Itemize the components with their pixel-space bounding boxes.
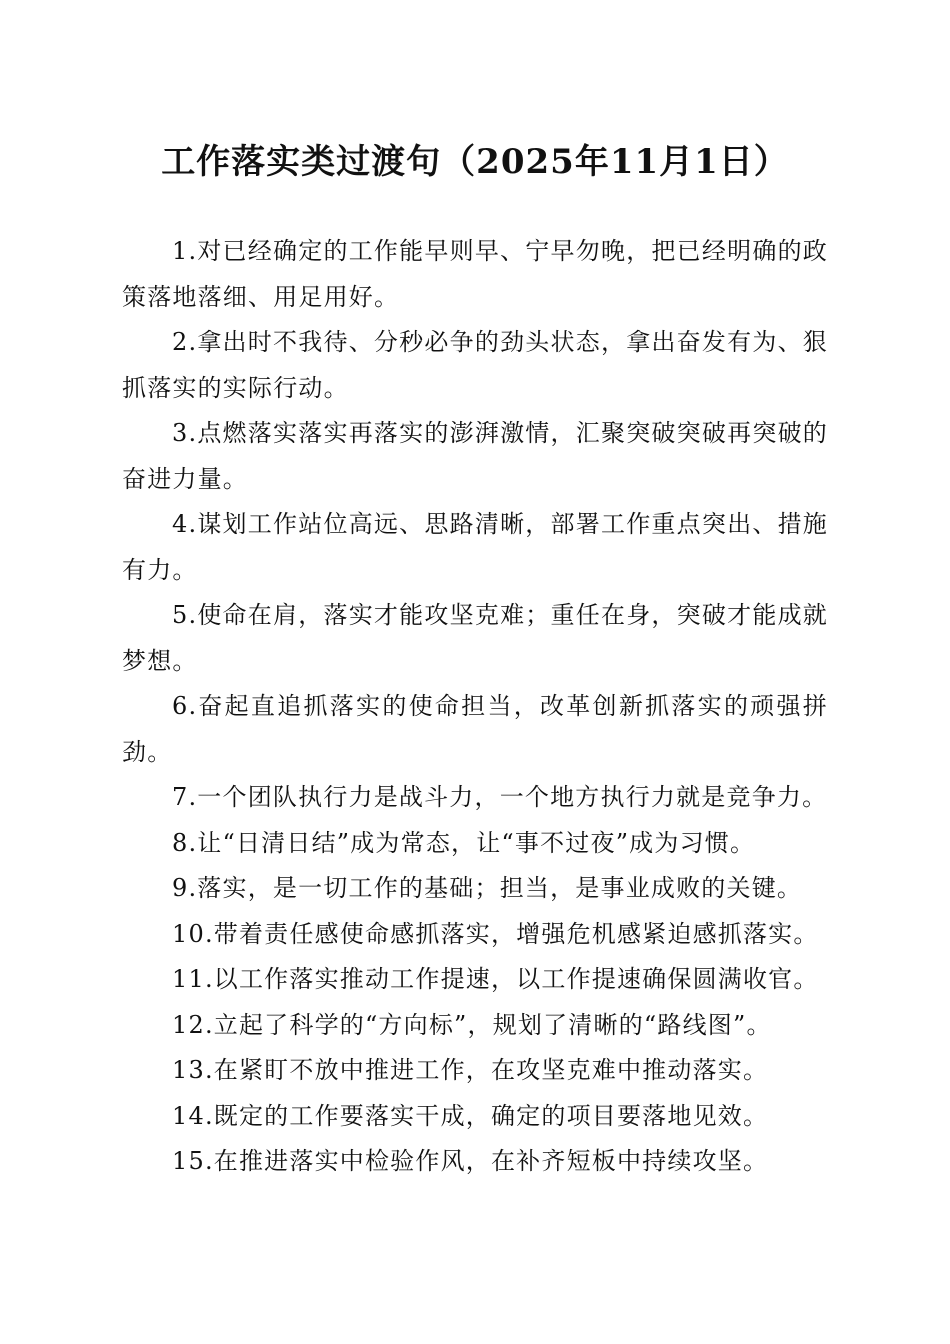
paragraph-13: 13.在紧盯不放中推进工作，在攻坚克难中推动落实。 [172, 1056, 769, 1084]
paragraph-3: 3.点燃落实落实再落实的澎湃激情，汇聚突破突破再突破的奋进力量。 [122, 419, 828, 493]
paragraph-7: 7.一个团队执行力是战斗力，一个地方执行力就是竞争力。 [172, 783, 828, 811]
paragraph-6: 6.奋起直追抓落实的使命担当，改革创新抓落实的顽强拼劲。 [122, 692, 828, 766]
paragraph-12: 12.立起了科学的“方向标”，规划了清晰的“路线图”。 [172, 1010, 772, 1039]
document-title: 工作落实类过渡句（2025年11月1日） [161, 142, 789, 182]
paragraph-2: 2.拿出时不我待、分秒必争的劲头状态，拿出奋发有为、狠抓落实的实际行动。 [122, 328, 828, 402]
paragraph-15: 15.在推进落实中检验作风，在补齐短板中持续攻坚。 [172, 1147, 769, 1175]
paragraph-5: 5.使命在肩，落实才能攻坚克难；重任在身，突破才能成就梦想。 [122, 601, 828, 675]
paragraph-8: 8.让“日清日结”成为常态，让“事不过夜”成为习惯。 [172, 828, 756, 857]
document-body [122, 229, 828, 1185]
paragraph-10: 10.带着责任感使命感抓落实，增强危机感紧迫感抓落实。 [172, 919, 819, 948]
paragraph-14: 14.既定的工作要落实干成，确定的项目要落地见效。 [172, 1101, 769, 1130]
paragraph-11: 11.以工作落实推动工作提速，以工作提速确保圆满收官。 [172, 965, 819, 993]
paragraph-1: 1.对已经确定的工作能早则早、宁早勿晚，把已经明确的政策落地落细、用足用好。 [122, 237, 828, 311]
paragraph-9: 9.落实，是一切工作的基础；担当，是事业成败的关键。 [172, 874, 803, 902]
paragraph-4: 4.谋划工作站位高远、思路清晰，部署工作重点突出、措施有力。 [122, 510, 828, 584]
